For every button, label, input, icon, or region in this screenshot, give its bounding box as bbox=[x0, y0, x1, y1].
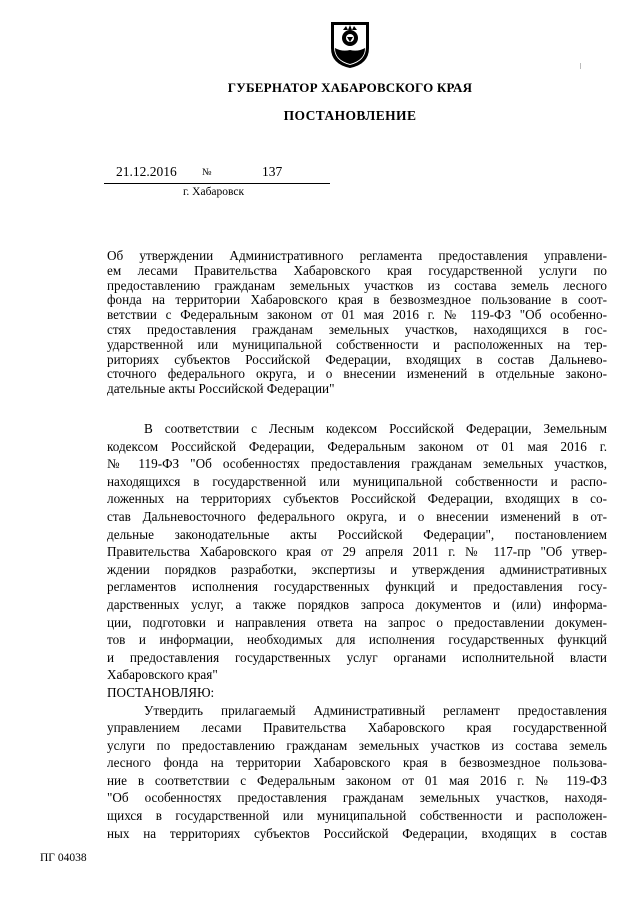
title-line: предоставлению гражданам земельных участков из состава земель лесного bbox=[107, 277, 607, 293]
title-line: фонда на территории Хабаровского края в безвозмездное пользование в соот- bbox=[107, 292, 607, 308]
body-line: В соответствии с Лесным кодексом Российской Федерации, Земельным bbox=[144, 421, 607, 436]
title-line: ветствии с Федеральным законом от 01 мая 2016 г. № 119-ФЗ "Об особенно- bbox=[107, 307, 607, 323]
title-line: дательные акты Российской Федерации" bbox=[107, 381, 335, 397]
document-city: г. Хабаровск bbox=[183, 186, 245, 198]
body-line: ние в соответствии с Федеральным законом от 01 мая 2016 г. № 119-ФЗ bbox=[107, 772, 607, 788]
number-sign: № bbox=[202, 167, 212, 178]
title-line: Об утверждении Административного регламента предоставления управлени- bbox=[107, 248, 607, 263]
body-line: управлением лесами Правительства Хабаровского края государственной bbox=[107, 720, 607, 736]
body-line: лесного фонда на территории Хабаровского края в безвозмездное пользова- bbox=[107, 755, 607, 771]
body-line: дельные законодательные акты Российской Федерации", постановлением bbox=[107, 526, 607, 542]
body-line: "Об особенностях предоставления гражданам земельных участков, находя- bbox=[107, 790, 607, 806]
footer-code: ПГ 04038 bbox=[40, 852, 87, 864]
document-number: 137 bbox=[262, 164, 283, 179]
body-line: № 119-ФЗ "Об особенностях предоставления гражданам земельных участков, bbox=[107, 456, 607, 472]
body-line: Хабаровского края" bbox=[107, 667, 218, 683]
body-line: ложенных на территориях субъектов Российской Федерации, входящих в со- bbox=[107, 491, 607, 507]
decree-keyword: ПОСТАНОВЛЯЮ: bbox=[107, 684, 215, 700]
title-line: риториях субъектов Российской Федерации, входящих в состав Дальнево- bbox=[107, 351, 607, 367]
coat-of-arms-icon bbox=[328, 18, 372, 70]
body-line: ждении порядков разработки, экспертизы и утверждения административных bbox=[107, 561, 607, 577]
title-line: ударственной или муниципальной собственности и расположенных на тер- bbox=[107, 336, 607, 352]
body-line: регламентов исполнения государственных функций и предоставления госу- bbox=[107, 579, 607, 595]
body-line: ных на территориях субъектов Российской Федерации, входящих в состав bbox=[107, 825, 607, 841]
body-line: находящихся в государственной или муниципальной собственности и распо- bbox=[107, 473, 607, 489]
document-body bbox=[107, 420, 607, 842]
body-line: дарственных услуг, а также порядков запроса документов и (или) информа- bbox=[107, 596, 607, 612]
body-line: и предоставления государственных услуг органами исполнительной власти bbox=[107, 649, 607, 665]
body-line: услуги по предоставлению гражданам земельных участков из состава земель bbox=[107, 737, 607, 753]
scan-mark bbox=[580, 63, 581, 69]
date-underline bbox=[104, 183, 330, 184]
authority-title: ГУБЕРНАТОР ХАБАРОВСКОГО КРАЯ bbox=[227, 80, 473, 95]
body-line: тов и информации, необходимых для исполнения государственных функций bbox=[107, 632, 607, 648]
title-line: сточного федерального округа, и о внесении изменений в отдельные законо- bbox=[107, 366, 607, 382]
date-number-line bbox=[104, 164, 330, 184]
body-line: Правительства Хабаровского края от 29 апреля 2011 г. № 117-пр "Об утвер- bbox=[107, 544, 607, 560]
body-line: щихся в государственной или муниципальной собственности и расположен- bbox=[107, 808, 607, 824]
body-line: кодексом Российской Федерации, Федеральным законом от 01 мая 2016 г. bbox=[107, 438, 607, 454]
document-type: ПОСТАНОВЛЕНИЕ bbox=[283, 108, 417, 123]
document-date: 21.12.2016 bbox=[116, 164, 177, 179]
body-line: Утвердить прилагаемый Административный регламент предоставления bbox=[144, 702, 607, 718]
title-line: ем лесами Правительства Хабаровского края государственной услуги по bbox=[107, 262, 607, 278]
body-line: ции, подготовки и направления ответа на запрос о предоставлении докумен- bbox=[107, 614, 607, 630]
document-title bbox=[107, 249, 607, 397]
body-line: став Дальневосточного федерального округа, и о внесении изменений в от- bbox=[107, 508, 607, 524]
title-line: стях предоставления гражданам земельных участков, находящихся в гос- bbox=[107, 321, 607, 337]
